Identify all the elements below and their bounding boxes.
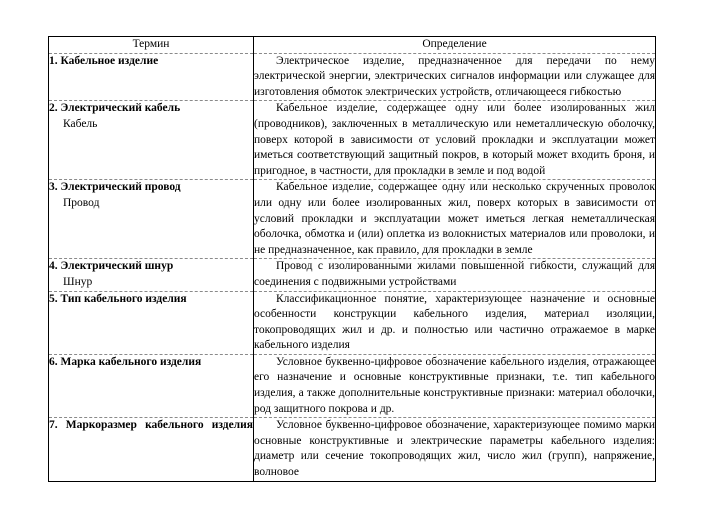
table-row (49, 418, 656, 481)
definition-text: Условное буквенно-цифровое обозначение, характеризующее помимо марки основные конструктивные и электрические параметры кабельного изделия: диаметр или сечение токопроводящих жил, число жил (групп), напряжение, волновое (254, 419, 655, 479)
table-row (49, 53, 656, 101)
term-label: 2. Электрический кабель (49, 102, 181, 115)
definition-cell (254, 259, 656, 291)
term-cell (49, 291, 254, 354)
definition-cell (254, 418, 656, 481)
term-cell (49, 354, 254, 417)
term-label: 1. Кабельное изделие (49, 54, 159, 67)
glossary-table (48, 36, 656, 482)
term-cell (49, 180, 254, 259)
definition-text: Классификационное понятие, характеризующее назначение и основные особенности конструкции кабельного изделия, материал изоляции, токопроводящих жил и др. и полностью или частично отражаемое в марке кабельного изделия (254, 292, 655, 352)
definition-text: Условное буквенно-цифровое обозначение кабельного изделия, отражающее его назначение и основные конструктивные признаки, т.е. тип кабельного изделия, а также дополнительные конструктивные признаки: материал оболочки, род защитного покрова и др. (254, 355, 655, 415)
term-synonym: Кабель (63, 117, 98, 130)
term-synonym: Провод (63, 196, 100, 209)
table-row (49, 291, 656, 354)
term-label: 7. Маркоразмер кабельного изделия (49, 419, 253, 432)
definition-cell (254, 101, 656, 180)
definition-cell (254, 180, 656, 259)
table-row (49, 101, 656, 180)
definition-text: Провод с изолированными жилами повышенной гибкости, служащий для соединения с подвижными устройствами (254, 260, 655, 288)
term-label: 5. Тип кабельного изделия (49, 292, 187, 305)
definition-cell (254, 291, 656, 354)
column-header-definition: Определение (422, 38, 487, 50)
definition-text: Электрическое изделие, предназначенное для передачи по нему электрической энергии, электрических сигналов информации или служащее для изготовления обмоток электрических устройств, отличающееся гибкостью (254, 54, 655, 98)
term-synonym: Шнур (63, 275, 93, 288)
definition-text: Кабельное изделие, содержащее одну или более изолированных жил (проводников), заключенных в металлическую или неметаллическую оболочку, поверх которой в зависимости от условий прокладки и эксплуатации может иметься соответствующий защитный покров, в который может входить броня, и пригодное, в частности, для прокладки в земле и под водой (254, 102, 655, 177)
table-row (49, 354, 656, 417)
column-header-term: Термин (49, 37, 254, 54)
term-cell (49, 101, 254, 180)
definition-cell (254, 53, 656, 101)
term-label: 4. Электрический шнур (49, 260, 174, 273)
definition-cell (254, 354, 656, 417)
table-row (49, 259, 656, 291)
table-row (49, 180, 656, 259)
term-label: 3. Электрический провод (49, 181, 181, 194)
term-cell (49, 259, 254, 291)
table-header-row (49, 37, 656, 54)
term-cell (49, 418, 254, 481)
term-cell (49, 53, 254, 101)
definition-text: Кабельное изделие, содержащее одну или несколько скрученных проволок или одну или более изолированных жил, поверх которых в зависимости от условий прокладки и эксплуатации может иметься легкая неметаллическая оболочка, обмотка и (или) оплетка из волокнистых материалов или проволоки, и не предназначенное, как правило, для прокладки в земле (254, 181, 655, 256)
term-label: 6. Марка кабельного изделия (49, 355, 202, 368)
